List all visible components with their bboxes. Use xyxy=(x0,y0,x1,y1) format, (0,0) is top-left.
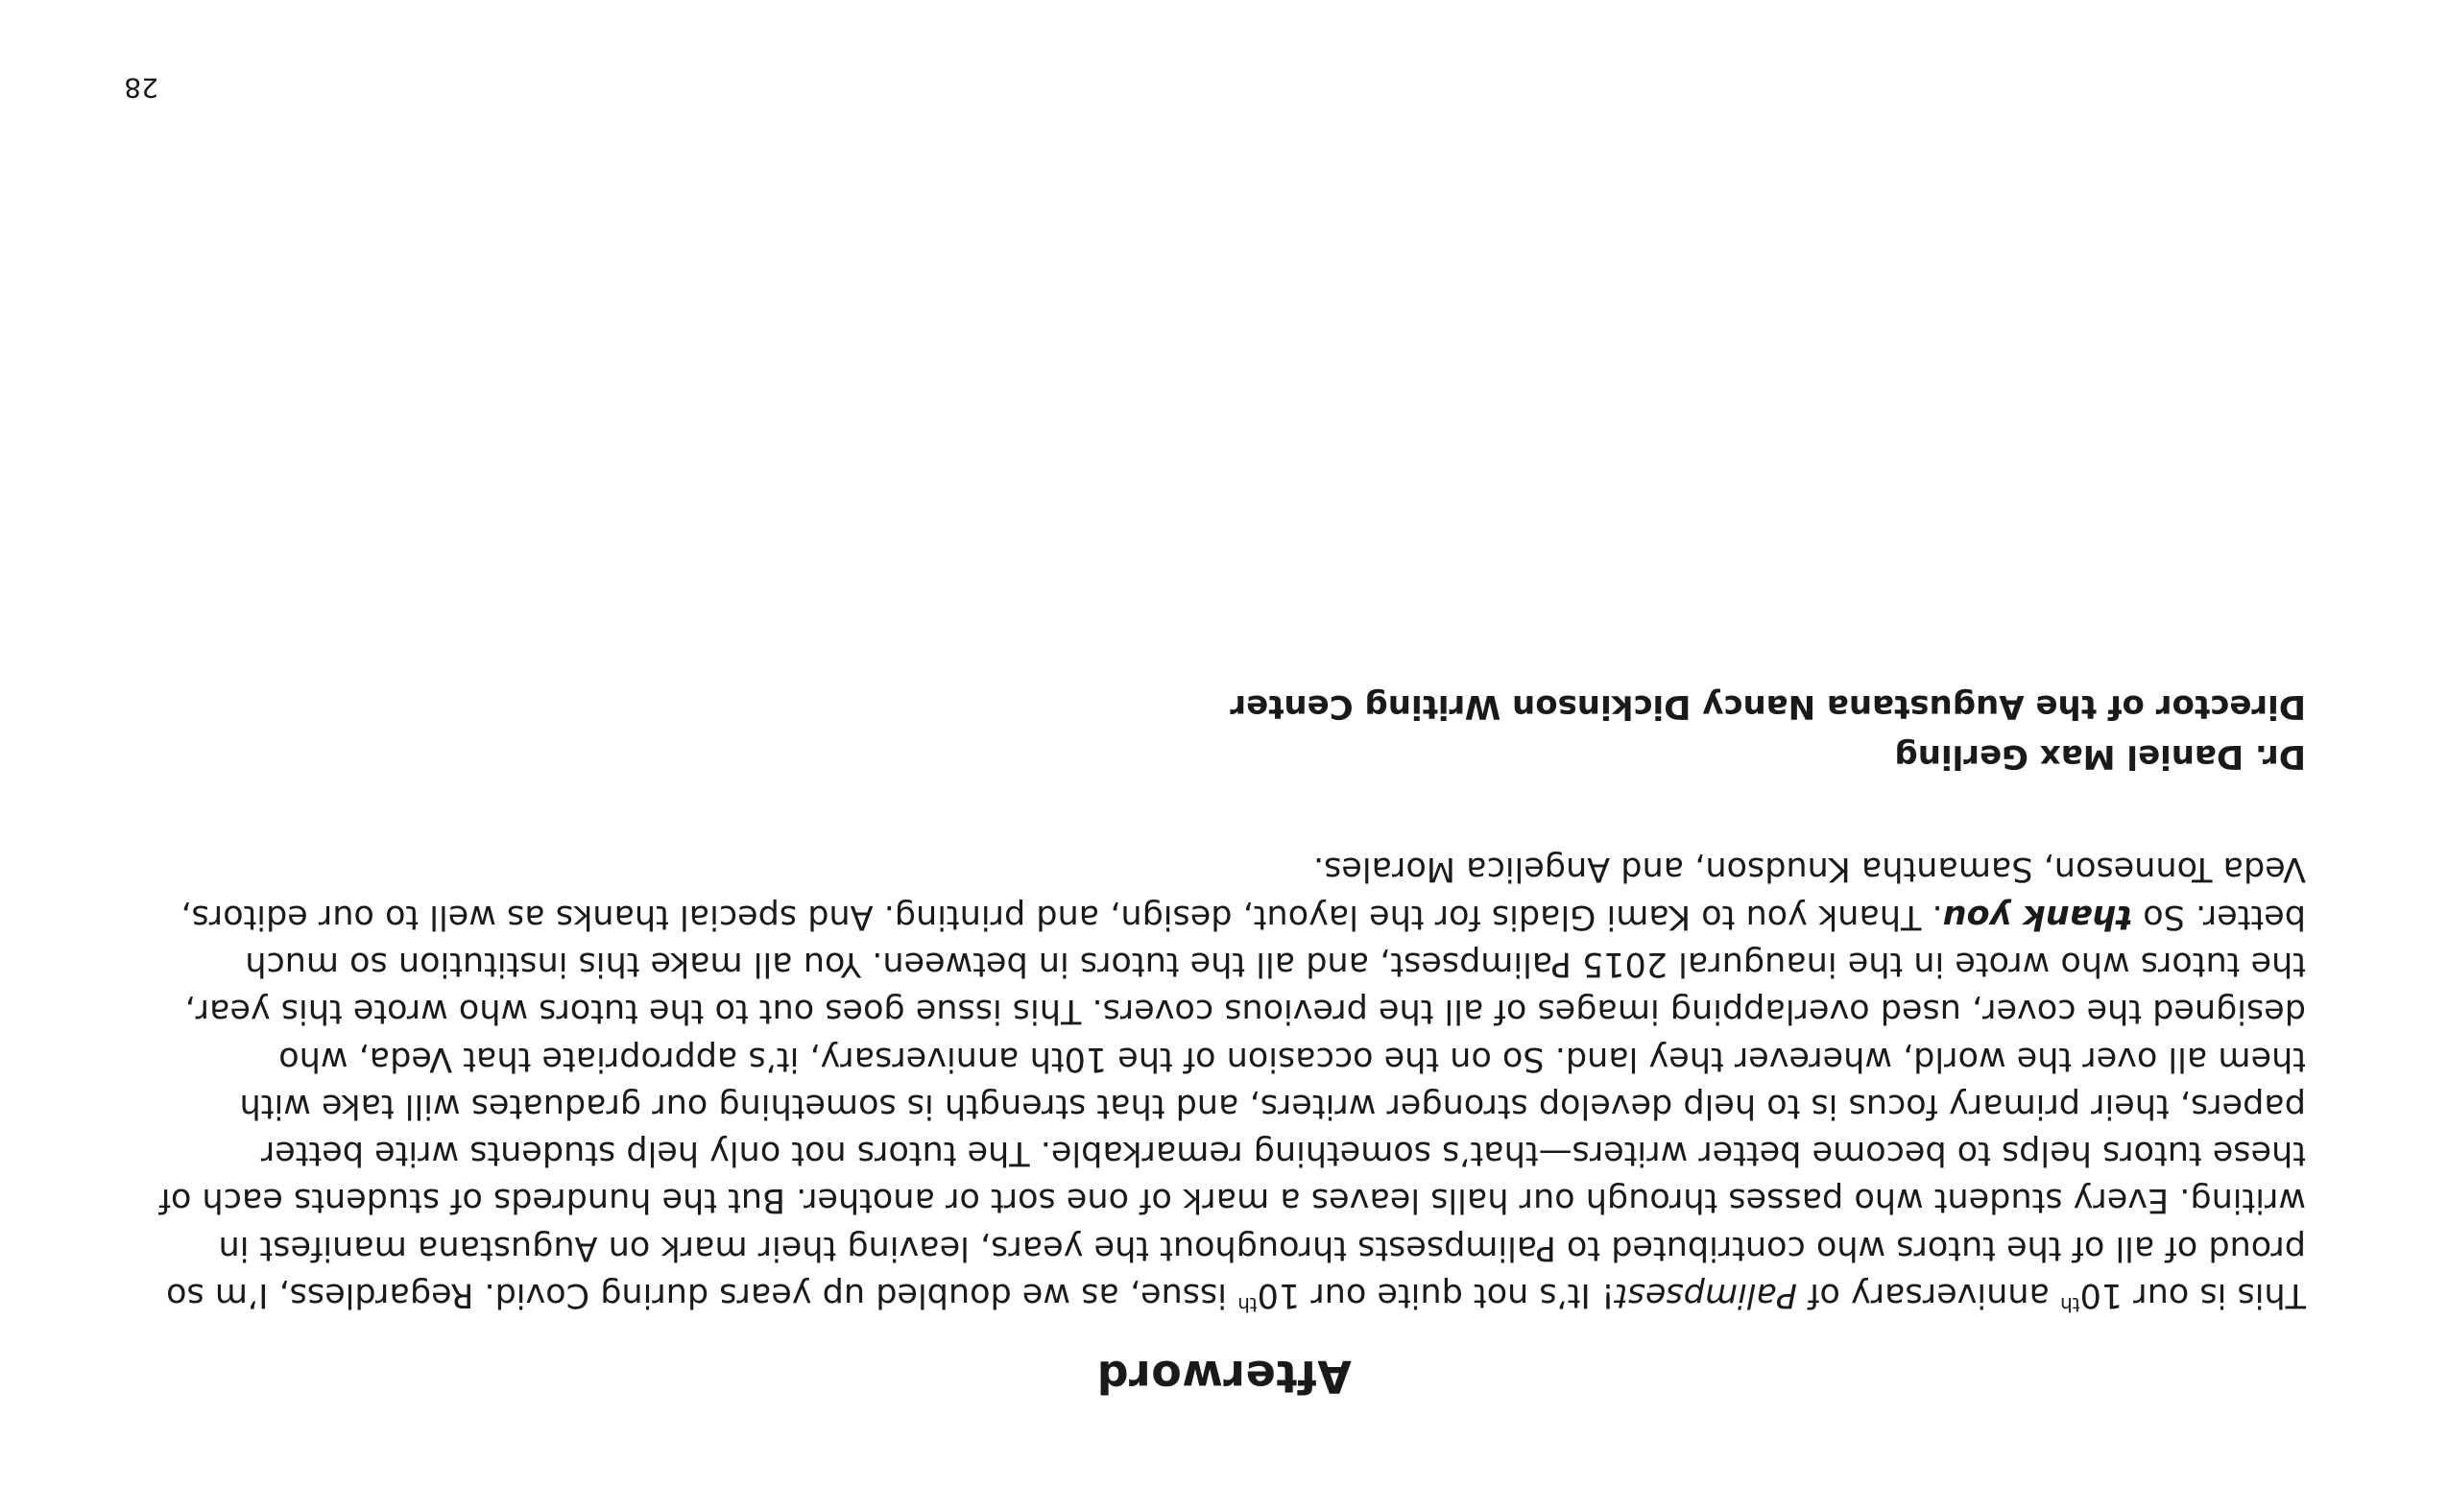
page-title: Afterword xyxy=(1096,1351,1352,1403)
body-text-segment: anniversary of xyxy=(1797,1276,2061,1314)
body-text-segment: ! It’s not quite our 10 xyxy=(1257,1276,1615,1314)
signature-name: Dr. Daniel Max Gerling xyxy=(1894,737,2306,776)
page-number: 28 xyxy=(124,72,158,104)
italic-title: Palimpsest xyxy=(1614,1276,1797,1314)
emphasis-thank-you xyxy=(1943,898,2132,936)
body-text-segment: issue, as we doubled up years during Covid. Regardless, I’m so proud of all of the tutors who contributed to Palimpsests throughout the years, leaving their mark on Augustana manifest in writing. Every student who passes through our halls leaves a mark of one sort or another. But the hundreds of students each of these tutors helps to become better writers—that’s something remarkable. The tutors not only help students write better papers, their primary focus is to help develop stronger writers, and that strength is something our graduates will take with them all over the world, wherever they land. So on the occasion of the 10th anniversary, it’s appropriate that Veda, who designed the cover, used overlapping images of all the previous covers. This issue goes out to the tutors who wrote this year, the tutors who wrote in the inaugural 2015 Palimpsest, and all the tutors in between. You all make this institution so much better. So xyxy=(158,897,2306,1314)
emphasis-thank-you-text: thank you xyxy=(1942,897,2133,936)
superscript-ordinal: th xyxy=(2060,1293,2080,1316)
body-text-segment: . Thank you to Kami Gladis for the layout, design, and printing. And special thanks as well to our editors, Veda Tonneson, Samantha Knudson, and Angelica Morales. xyxy=(180,850,2306,936)
body-paragraph xyxy=(141,845,2306,1318)
signature-title: Director of the Augustana Nancy Dickinson Writing Center xyxy=(1230,687,2306,726)
superscript-ordinal: th xyxy=(1237,1293,1258,1316)
body-text-segment: This is our 10 xyxy=(2079,1276,2306,1314)
